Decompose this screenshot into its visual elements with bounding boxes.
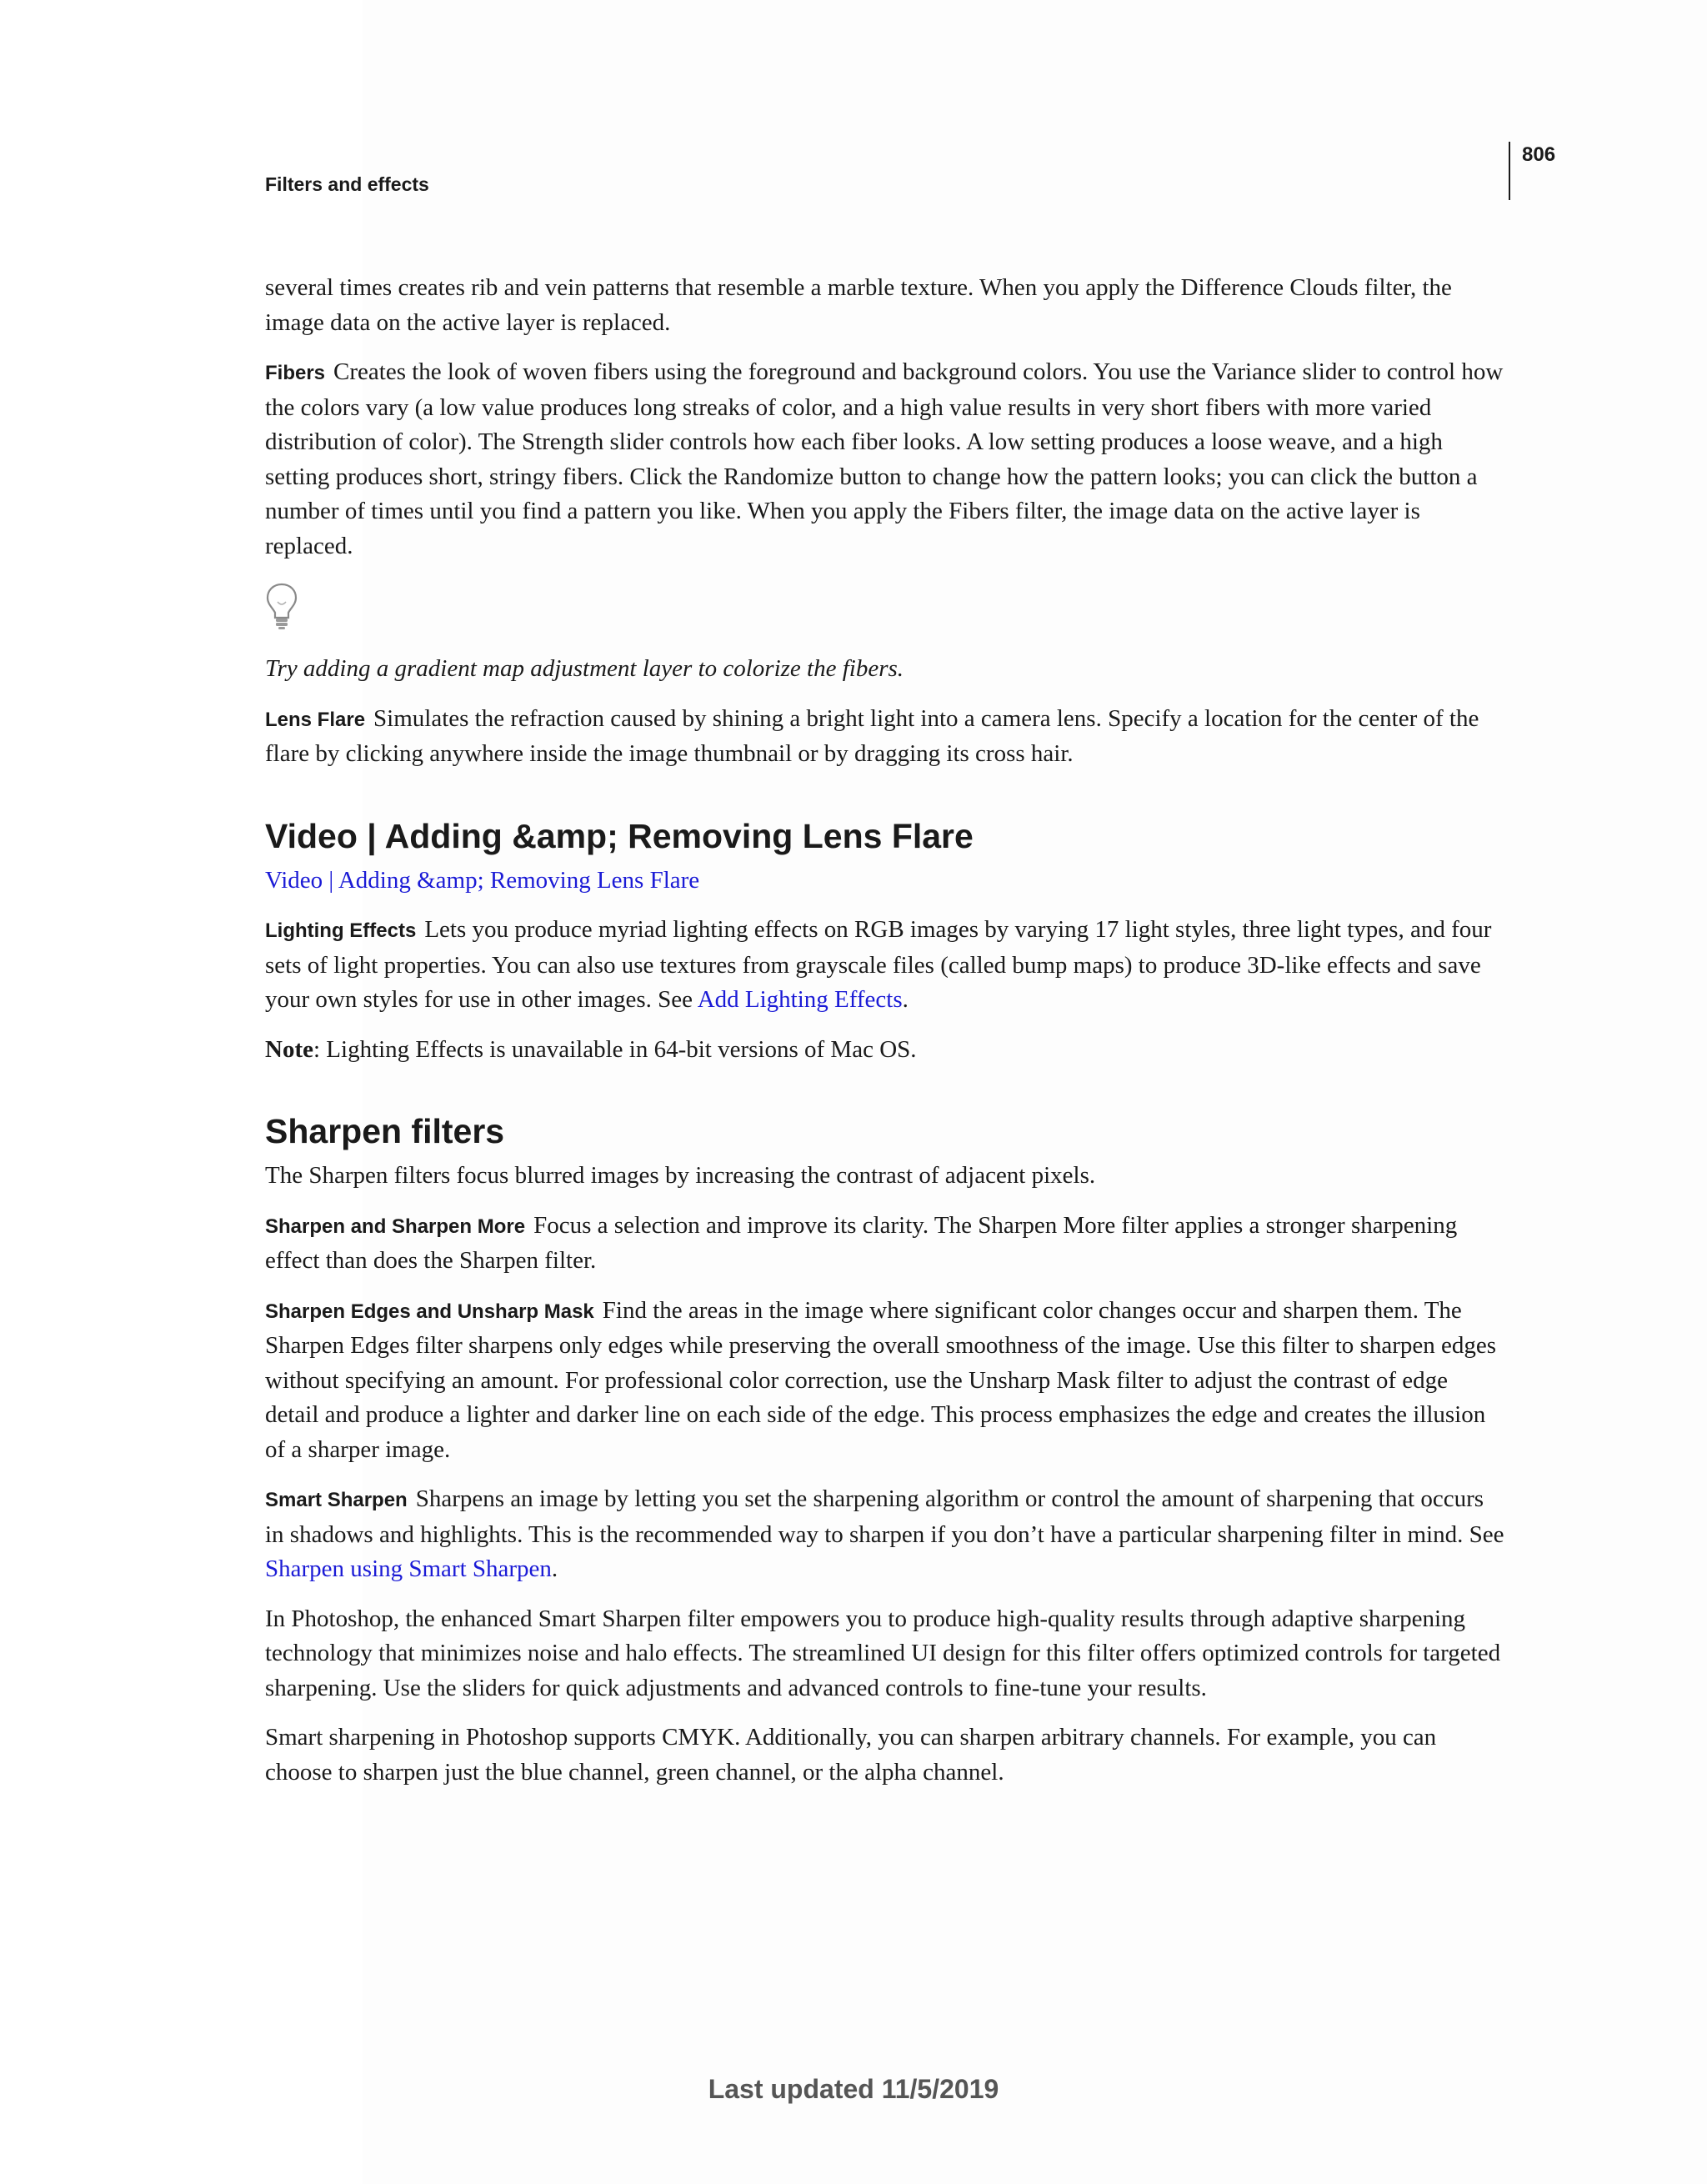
note-paragraph — [265, 1033, 1507, 1068]
note-text: : Lighting Effects is unavailable in 64-bit versions of Mac OS. — [313, 1035, 917, 1063]
document-body — [265, 271, 1507, 1805]
tip-text: Try adding a gradient map adjustment layer to colorize the fibers. — [265, 655, 904, 682]
lens-flare-paragraph — [265, 702, 1507, 772]
header-divider — [1509, 142, 1510, 200]
sharpen-edges-term: Sharpen Edges and Unsharp Mask — [265, 1300, 594, 1323]
smart-sharpen-text: Sharpens an image by letting you set the sharpening algorithm or control the amount of sharpening that occurs in shadows and highlights. This is the recommended way to sharpen if you don’t have a particular sharpening filter in mind. See — [265, 1485, 1504, 1548]
lighting-effects-text: Lets you produce myriad lighting effects on RGB images by varying 17 light styles, three light types, and four sets of light properties. You can also use textures from grayscale files (called bump maps) to produce 3D-like effects and save your own styles for use in other images. See — [265, 916, 1492, 1013]
lens-flare-term: Lens Flare — [265, 708, 366, 731]
smart-sharpen-link[interactable]: Sharpen using Smart Sharpen — [265, 1555, 552, 1582]
smart-sharpen-period: . — [551, 1555, 558, 1582]
smart-sharpen-paragraph — [265, 1482, 1507, 1587]
sharpen-more-term: Sharpen and Sharpen More — [265, 1215, 526, 1238]
fibers-paragraph — [265, 355, 1507, 564]
note-label: Note — [265, 1035, 313, 1063]
sharpen-filters-heading: Sharpen filters — [265, 1112, 505, 1150]
fibers-term: Fibers — [265, 362, 326, 384]
video-heading: Video | Adding &amp; Removing Lens Flare — [265, 816, 974, 855]
lighting-effects-term: Lighting Effects — [265, 919, 417, 942]
video-link-paragraph — [265, 864, 1507, 899]
lightbulb-icon — [265, 582, 298, 630]
cmyk-paragraph: Smart sharpening in Photoshop supports CMYK. Additionally, you can sharpen arbitrary channels. For example, you can choose to sharpen just the blue channel, green channel, or the alpha channel. — [265, 1724, 1437, 1786]
intro-continuation-paragraph: several times creates rib and vein patterns that resemble a marble texture. When you apply the Difference Clouds filter, the image data on the active layer is replaced. — [265, 274, 1452, 336]
sharpen-edges-text: Find the areas in the image where significant color changes occur and sharpen them. The Sharpen Edges filter sharpens only edges while preserving the overall smoothness of the image. Use this filter to sharpen edges without specifying an amount. For professional color correction, use the Unsharp Mask filter to adjust the contrast of edge detail and produce a lighter and darker line on each side of the edge. This process emphasizes the edge and creates the illusion of a sharper image. — [265, 1296, 1497, 1463]
add-lighting-effects-link[interactable]: Add Lighting Effects — [697, 986, 903, 1013]
running-header: Filters and effects — [265, 173, 429, 195]
smart-sharpen-term: Smart Sharpen — [265, 1489, 408, 1511]
page-number: 806 — [1522, 143, 1556, 166]
sharpen-edges-paragraph — [265, 1294, 1507, 1468]
fibers-text: Creates the look of woven fibers using the foreground and background colors. You use the Variance slider to control how the colors vary (a low value produces long streaks of color, and a high value results in very short fibers with more varied distribution of color). The Strength slider controls how each fiber looks. A low setting produces a loose weave, and a high setting produces short, stringy fibers. Click the Randomize button to change how the pattern looks; you can click the button a number of times until you find a pattern you like. When you apply the Fibers filter, the image data on the active layer is replaced. — [265, 358, 1504, 559]
video-link[interactable]: Video | Adding &amp; Removing Lens Flare — [265, 866, 700, 894]
sharpen-more-paragraph — [265, 1209, 1507, 1279]
lens-flare-text: Simulates the refraction caused by shining a bright light into a camera lens. Specify a location for the center of the flare by clicking anywhere inside the image thumbnail or by dragging its cross hair. — [265, 704, 1479, 767]
sharpen-more-text: Focus a selection and improve its clarity. The Sharpen More filter applies a stronger sharpening effect than does the Sharpen filter. — [265, 1211, 1458, 1274]
sharpen-intro-paragraph: The Sharpen filters focus blurred images by increasing the contrast of adjacent pixels. — [265, 1162, 1096, 1189]
last-updated-footer: Last updated 11/5/2019 — [708, 2074, 999, 2104]
lighting-effects-paragraph — [265, 913, 1507, 1018]
photoshop-smart-sharpen-paragraph: In Photoshop, the enhanced Smart Sharpen filter empowers you to produce high-quality results through adaptive sharpening technology that minimizes noise and halo effects. The streamlined UI design for this filter offers optimized controls for targeted sharpening. Use the sliders for quick adjustments and advanced controls to fine-tune your results. — [265, 1605, 1501, 1701]
lighting-effects-period: . — [902, 986, 909, 1013]
